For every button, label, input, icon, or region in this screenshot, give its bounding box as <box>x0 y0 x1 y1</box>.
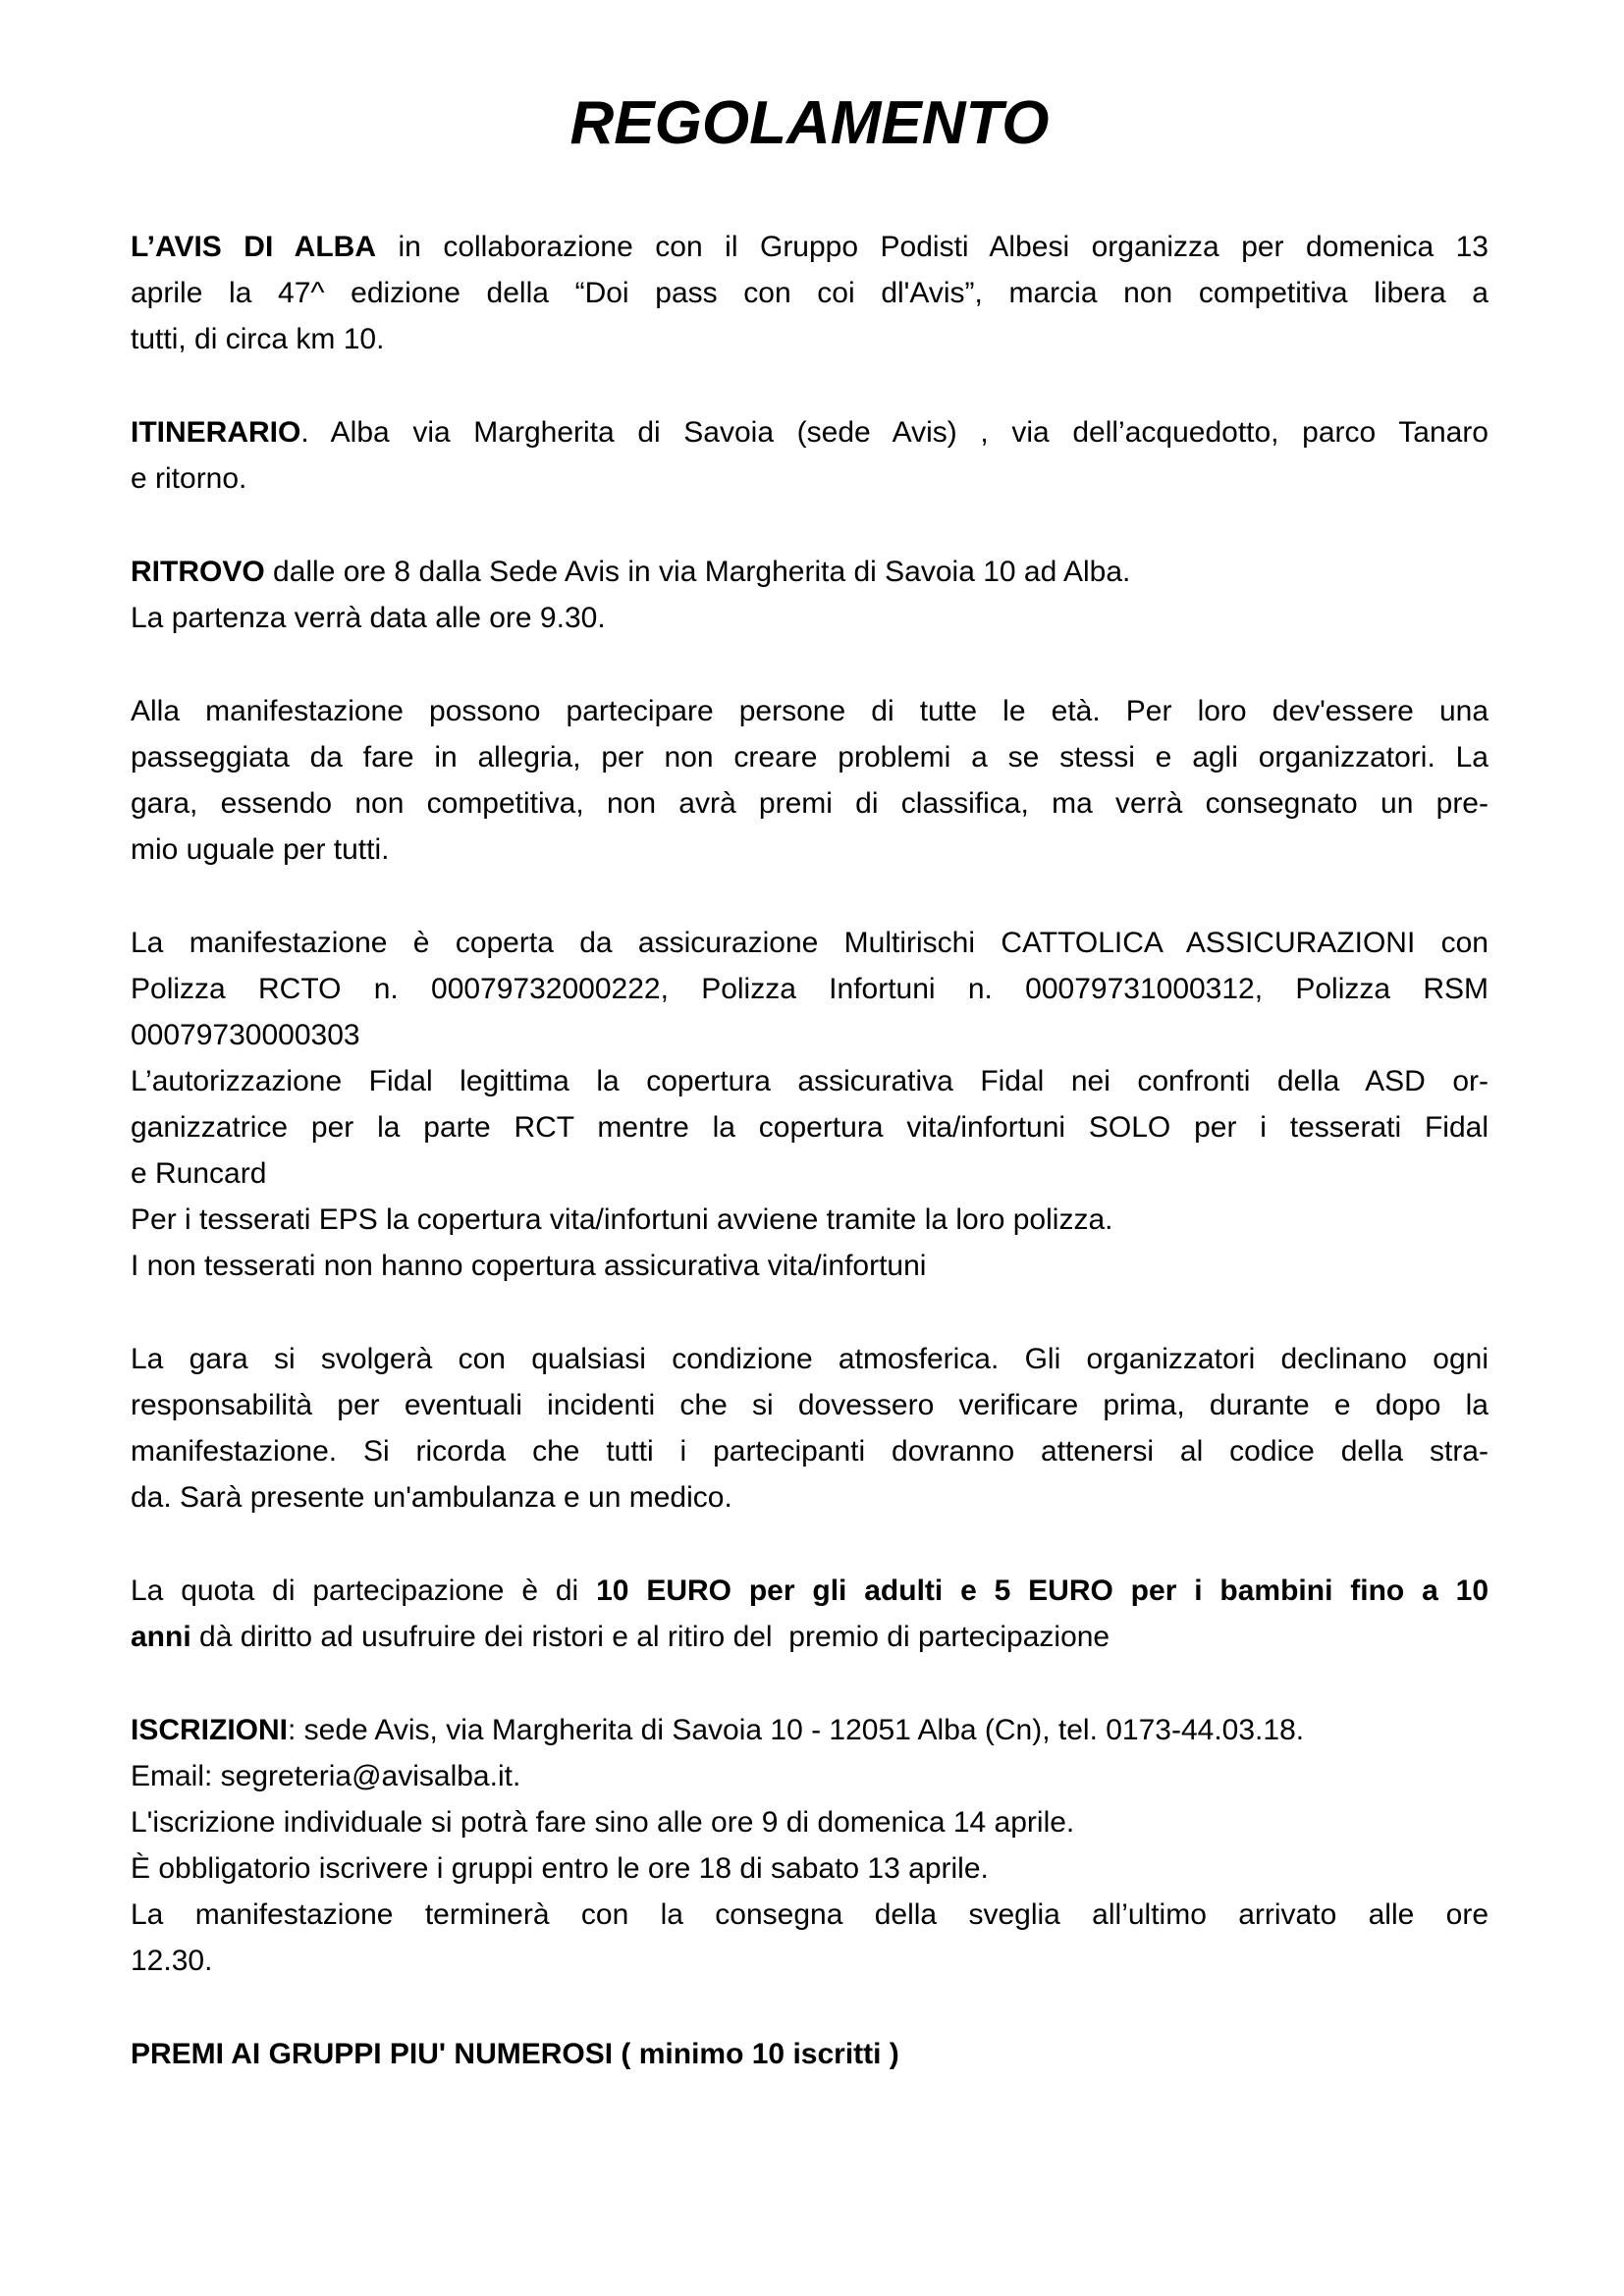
text-line <box>131 1892 1489 1938</box>
paragraph-intro <box>131 224 1489 362</box>
text-run: e ritorno. <box>131 462 247 495</box>
text-run: da. Sarà presente un'ambulanza e un medico. <box>131 1481 732 1514</box>
text-line <box>131 595 1489 641</box>
paragraph-responsabilita <box>131 1336 1489 1521</box>
text-line <box>131 316 1489 362</box>
bold-text-run: PREMI AI GRUPPI PIU' NUMEROSI ( minimo 10 iscritti ) <box>131 2038 899 2070</box>
text-line <box>131 455 1489 502</box>
text-run: La quota di partecipazione è di <box>131 1575 597 1607</box>
text-line <box>131 734 1489 780</box>
text-line <box>131 827 1489 873</box>
text-run: Alla manifestazione possono partecipare persone di tutte le età. Per loro dev'essere una <box>131 695 1489 727</box>
paragraph-quota <box>131 1568 1489 1660</box>
text-run: manifestazione. Si ricorda che tutti i partecipanti dovranno attenersi al codice della stra- <box>131 1435 1489 1468</box>
text-run: L’autorizzazione Fidal legittima la copertura assicurativa Fidal nei confronti della ASD or- <box>131 1065 1489 1097</box>
text-line <box>131 688 1489 734</box>
text-line <box>131 1474 1489 1521</box>
text-run: aprile la 47^ edizione della “Doi pass con coi dl'Avis”, marcia non competitiva libera a <box>131 277 1489 309</box>
text-run: gara, essendo non competitiva, non avrà premi di classifica, ma verrà consegnato un pre- <box>131 787 1489 820</box>
text-line <box>131 1150 1489 1197</box>
text-run: Email: segreteria@avisalba.it. <box>131 1760 521 1792</box>
text-run: L'iscrizione individuale si potrà fare sino alle ore 9 di domenica 14 aprile. <box>131 1806 1075 1839</box>
text-line <box>131 1382 1489 1428</box>
text-run: mio uguale per tutti. <box>131 833 390 866</box>
text-run: È obbligatorio iscrivere i gruppi entro le ore 18 di sabato 13 aprile. <box>131 1852 989 1885</box>
text-line <box>131 966 1489 1012</box>
document-title: REGOLAMENTO <box>569 89 1050 157</box>
text-run: La manifestazione terminerà con la consegna della sveglia all’ultimo arrivato alle ore <box>131 1898 1489 1931</box>
text-run: in collaborazione con il Gruppo Podisti Albesi organizza per domenica 13 <box>376 231 1489 263</box>
bold-text-run: ITINERARIO <box>131 416 301 449</box>
bold-text-run: RITROVO <box>131 556 265 588</box>
text-line <box>131 1058 1489 1104</box>
text-line <box>131 1614 1489 1660</box>
text-run: passeggiata da fare in allegria, per non creare problemi a se stessi e agli organizzatori. La <box>131 741 1489 774</box>
text-line <box>131 224 1489 270</box>
text-line <box>131 780 1489 827</box>
paragraph-assicurazione <box>131 920 1489 1289</box>
text-line <box>131 1938 1489 1984</box>
paragraph-ritrovo <box>131 549 1489 641</box>
bold-text-run: 10 EURO per gli adulti e 5 EURO per i bambini fino a 10 <box>596 1575 1489 1607</box>
text-line <box>131 1799 1489 1845</box>
bold-text-run: L’AVIS DI ALBA <box>131 231 376 263</box>
document-body <box>131 224 1489 2077</box>
text-line <box>131 2031 1489 2077</box>
text-line <box>131 409 1489 455</box>
paragraph-premi <box>131 2031 1489 2077</box>
text-line <box>131 1197 1489 1243</box>
text-line <box>131 920 1489 966</box>
text-line <box>131 1428 1489 1474</box>
text-run: 12.30. <box>131 1945 213 1977</box>
text-line <box>131 1845 1489 1892</box>
text-run: 00079730000303 <box>131 1019 360 1051</box>
text-run: Per i tesserati EPS la copertura vita/infortuni avviene tramite la loro polizza. <box>131 1203 1113 1236</box>
text-line <box>131 1707 1489 1753</box>
text-run: La manifestazione è coperta da assicurazione Multirischi CATTOLICA ASSICURAZIONI con <box>131 927 1489 959</box>
text-run: Polizza RCTO n. 00079732000222, Polizza Infortuni n. 00079731000312, Polizza RSM <box>131 973 1489 1005</box>
text-run: : sede Avis, via Margherita di Savoia 10 - 12051 Alba (Cn), tel. 0173-44.03.18. <box>288 1714 1305 1746</box>
text-run: La gara si svolgerà con qualsiasi condizione atmosferica. Gli organizzatori declinano ogni <box>131 1343 1489 1375</box>
text-line <box>131 549 1489 595</box>
text-line <box>131 1012 1489 1058</box>
text-run: dalle ore 8 dalla Sede Avis in via Margherita di Savoia 10 ad Alba. <box>264 556 1131 588</box>
bold-text-run: ISCRIZIONI <box>131 1714 289 1746</box>
paragraph-iscrizioni <box>131 1707 1489 1984</box>
paragraph-partecipazione <box>131 688 1489 873</box>
paragraph-itinerario <box>131 409 1489 502</box>
text-line <box>131 1753 1489 1799</box>
text-run: e Runcard <box>131 1157 267 1190</box>
text-run: La partenza verrà data alle ore 9.30. <box>131 602 606 634</box>
text-line <box>131 270 1489 316</box>
text-run: tutti, di circa km 10. <box>131 323 385 355</box>
text-run: responsabilità per eventuali incidenti che si dovessero verificare prima, durante e dopo la <box>131 1389 1489 1421</box>
text-line <box>131 1243 1489 1289</box>
bold-text-run: anni <box>131 1621 191 1653</box>
text-run: I non tesserati non hanno copertura assicurativa vita/infortuni <box>131 1250 927 1282</box>
text-run: ganizzatrice per la parte RCT mentre la copertura vita/infortuni SOLO per i tesserati Fidal <box>131 1111 1489 1144</box>
text-line <box>131 1336 1489 1382</box>
text-run: . Alba via Margherita di Savoia (sede Avis) , via dell’acquedotto, parco Tanaro <box>300 416 1489 449</box>
text-line <box>131 1104 1489 1150</box>
text-line <box>131 1568 1489 1614</box>
text-run: dà diritto ad usufruire dei ristori e al ritiro del premio di partecipazione <box>190 1621 1110 1653</box>
